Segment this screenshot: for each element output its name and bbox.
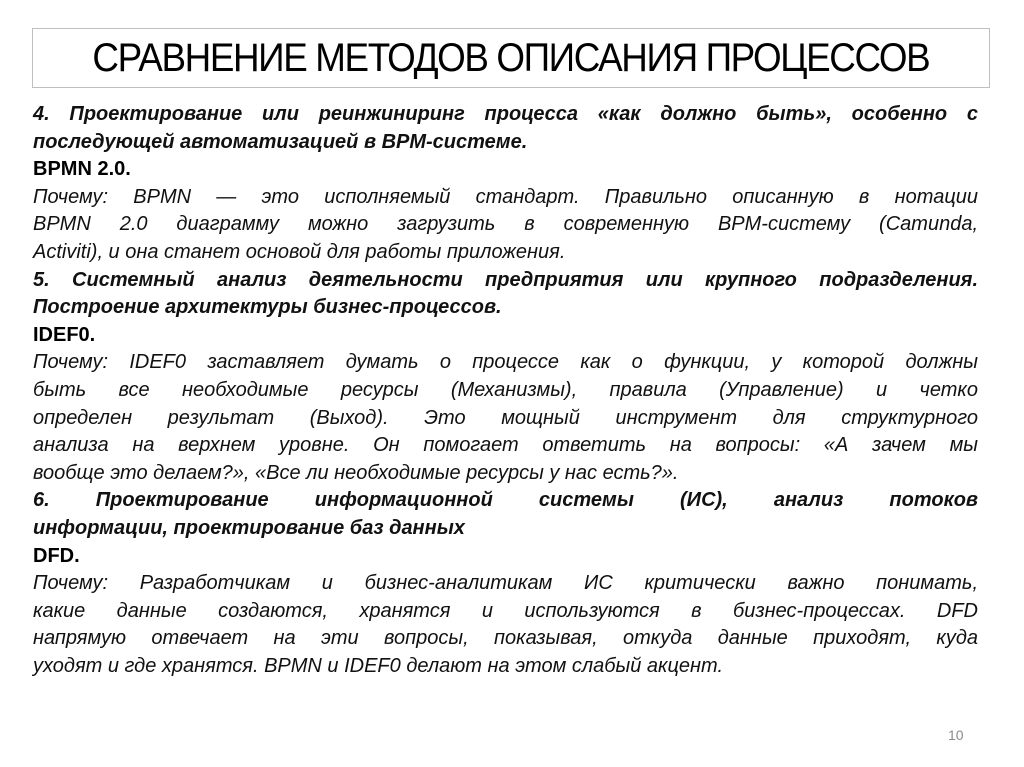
slide-body — [33, 101, 978, 680]
section-5-reason: определен результат (Выход). Это мощный инструмент для структурного — [33, 406, 978, 429]
section-6-heading-cont: информации, проектирование баз данных — [33, 516, 465, 539]
section-5-reason: анализа на верхнем уровне. Он помогает ответить на вопросы: «А зачем мы — [33, 434, 978, 457]
section-5-heading-cont: Построение архитектуры бизнес-процессов. — [33, 296, 502, 319]
slide-title-box — [32, 28, 990, 88]
section-4-reason: Activiti), и она станет основой для работы приложения. — [33, 240, 566, 263]
section-6-heading: 6. Проектирование информационной системы (ИС), анализ потоков — [33, 489, 978, 512]
section-6-reason: напрямую отвечает на эти вопросы, показывая, откуда данные приходят, куда — [33, 627, 978, 650]
section-5-heading: 5. Системный анализ деятельности предприятия или крупного подразделения. — [33, 268, 978, 291]
section-4-reason: Почему: BPMN — это исполняемый стандарт. Правильно описанную в нотации — [33, 185, 978, 208]
section-6-method: DFD. — [33, 544, 80, 567]
section-5-reason: Почему: IDEF0 заставляет думать о процессе как о функции, у которой должны — [33, 351, 978, 374]
section-6-reason: Почему: Разработчикам и бизнес-аналитикам ИС критически важно понимать, — [33, 572, 978, 595]
page-number: 10 — [948, 727, 964, 743]
section-4-heading-cont: последующей автоматизацией в BPM-системе. — [33, 130, 528, 153]
section-4-heading: 4. Проектирование или реинжиниринг процесса «как должно быть», особенно с — [33, 103, 978, 125]
section-6-reason: уходят и где хранятся. BPMN и IDEF0 делают на этом слабый акцент. — [33, 654, 724, 677]
section-5-reason: вообще это делаем?», «Все ли необходимые ресурсы у нас есть?». — [33, 461, 679, 484]
section-5-method: IDEF0. — [33, 323, 96, 346]
slide-title: СРАВНЕНИЕ МЕТОДОВ ОПИСАНИЯ ПРОЦЕССОВ — [92, 35, 930, 80]
section-5-reason: быть все необходимые ресурсы (Механизмы), правила (Управление) и четко — [33, 378, 978, 401]
section-4-reason: BPMN 2.0 диаграмму можно загрузить в современную BPM-систему (Camunda, — [33, 213, 978, 236]
section-4-method: BPMN 2.0. — [33, 158, 131, 181]
section-6-reason: какие данные создаются, хранятся и используются в бизнес-процессах. DFD — [33, 599, 978, 622]
